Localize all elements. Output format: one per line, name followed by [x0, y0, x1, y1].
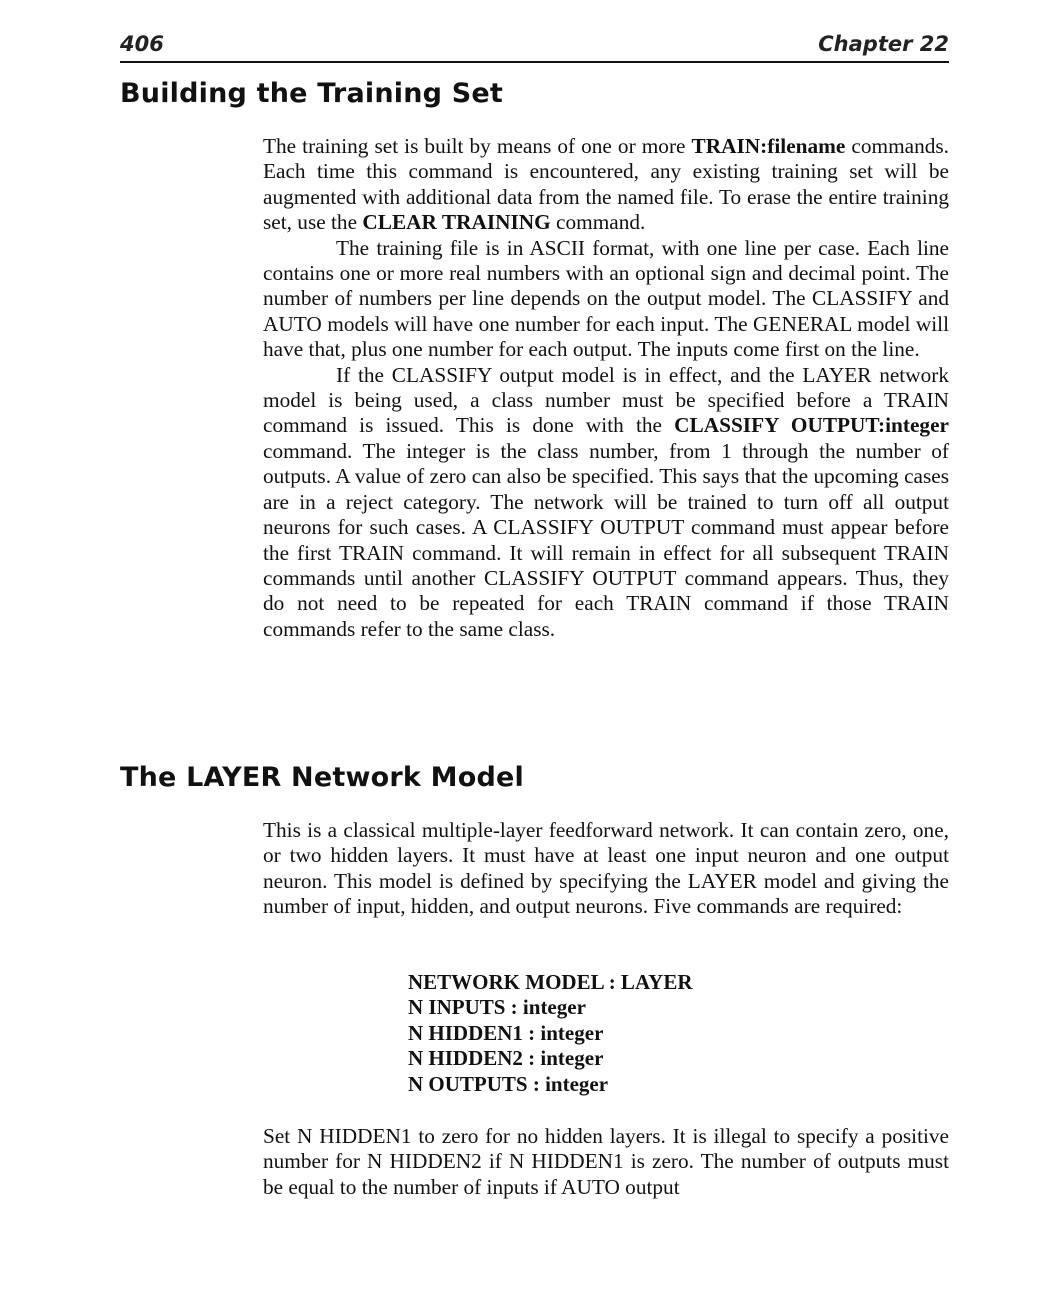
text-run: If the CLASSIFY output model is in effect, and the LAYER network model is being used, a class number must be specified before a TRAIN command is issued. This is done with the	[263, 362, 949, 438]
section-body-training-set	[263, 134, 949, 642]
paragraph	[263, 363, 949, 642]
text-run: commands. Each time this command is encountered, any existing training set will be augmented with additional data from the named file. To erase the entire training set, use the	[263, 134, 949, 235]
command-line: N HIDDEN1 : integer	[408, 1020, 604, 1045]
command-term: TRAIN:filename	[691, 134, 846, 158]
text-run: command. The integer is the class number, from 1 through the number of outputs. A value of zero can also be specified. This says that the upcoming cases are in a reject category. The network will be trained to turn off all output neurons for such cases. A CLASSIFY OUTPUT command must appear before the first TRAIN command. It will remain in effect for all subsequent TRAIN commands until another CLASSIFY OUTPUT command appears. Thus, they do not need to be repeated for each TRAIN command if those TRAIN commands refer to the same class.	[263, 438, 949, 641]
section-heading-layer-network-model: The LAYER Network Model	[120, 762, 524, 793]
command-term: CLASSIFY OUTPUT:integer	[674, 413, 949, 438]
section-body-layer-model	[263, 818, 949, 920]
text-run: command.	[550, 210, 646, 235]
chapter-label: Chapter 22	[818, 32, 949, 56]
paragraph: Set N HIDDEN1 to zero for no hidden layers. It is illegal to specify a positive number for N HIDDEN2 if N HIDDEN1 is zero. The number of outputs must be equal to the number of inputs if AUTO output	[263, 1124, 949, 1199]
paragraph: The training file is in ASCII format, with one line per case. Each line contains one or more real numbers with an optional sign and decimal point. The number of numbers per line depends on the output model. The CLASSIFY and AUTO models will have one number for each input. The GENERAL model will have that, plus one number for each output. The inputs come first on the line.	[263, 235, 949, 362]
running-head	[120, 30, 949, 62]
header-rule	[120, 61, 949, 63]
text-run: The training set is built by means of one or more	[263, 134, 692, 158]
command-line: N INPUTS : integer	[408, 995, 586, 1020]
page-number: 406	[120, 32, 164, 56]
section-heading-building-training-set: Building the Training Set	[120, 78, 504, 109]
command-line: N HIDDEN2 : integer	[408, 1046, 604, 1071]
paragraph	[263, 134, 949, 236]
paragraph: This is a classical multiple-layer feedforward network. It can contain zero, one, or two hidden layers. It must have at least one input neuron and one output neuron. This model is defined by specifying the LAYER model and giving the number of input, hidden, and output neurons. Five commands are required:	[263, 818, 949, 919]
command-line: NETWORK MODEL : LAYER	[408, 970, 693, 994]
command-line: N OUTPUTS : integer	[408, 1071, 609, 1096]
command-term: CLEAR TRAINING	[362, 210, 551, 235]
command-list	[408, 970, 693, 1097]
section-body-layer-model-continued	[263, 1124, 949, 1200]
